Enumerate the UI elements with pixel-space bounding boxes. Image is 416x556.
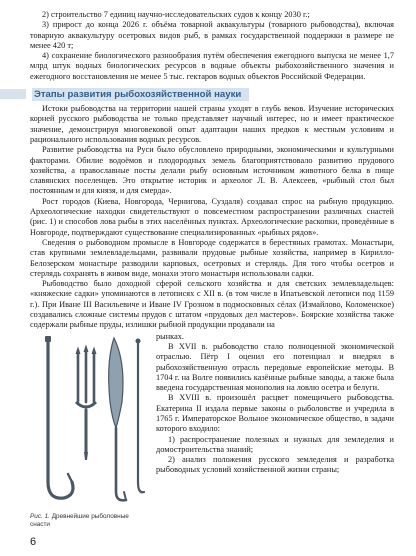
figure-caption: [30, 513, 150, 529]
paragraph: В XVII в. рыбоводство стало полноценной экономической отраслью. Пётр I оценил его потенциал и внедрял в рыбохозяйственную отрасль передовые европейские методы. В 1704 г. на Волге появились казённые рыбные заводы, а также была введена государственная монополия на ловлю осетра и белуги.: [156, 341, 394, 393]
paragraph: рынках.: [156, 331, 184, 341]
list-item: 4) сохранение биологического разнообразия путём обеспечения ежегодного выпуска не менее 1,7 млрд штук водных биологических ресурсов в водные объекты рыбохозяйственного значения и ежегодного восстановления не менее 5 тыс. гектаров водных объектов Российской Федерации.: [30, 51, 394, 81]
caption-label: Рис. 1.: [30, 512, 50, 520]
paragraph: Развитие рыбоводства на Руси было обусловлено природными, экономическими и культурными факторами. Обилие водоёмов и плодородных земель благоприятствовало развитию прудового хозяйства, а православные посты делали рыбу основным источником животного белка в пище славянских поселенцев. Это открытие историк и археолог Л. В. Алексеев, «рыбный стол был постоянным и для князя, и для смерда».: [30, 145, 394, 196]
list-item: 2) строительство 7 единиц научно-исследовательских судов к концу 2030 г.;: [42, 10, 310, 19]
right-column-text: [156, 332, 394, 529]
caption-text: Древнейшие рыболовные снасти: [30, 512, 129, 528]
harpoon-blade: [109, 338, 126, 500]
paragraph: Рост городов (Киева, Новгорода, Чернигова, Суздаля) создавал спрос на рыбную продукцию. Археологические находки свидетельствуют о повсеместном распространении различных снастей (рис. 1) и способов лова рыбы в этих населённых пунктах. Археологические раскопки, проведённые в Новгороде, подтверждают существование специализированных «рыбных рядов».: [30, 196, 394, 237]
fish-spear: [76, 346, 96, 460]
fishing-hook-small: [136, 338, 145, 492]
paragraph: 1) распространение полезных и нужных для земледелия и домостроительства знаний;: [156, 434, 394, 454]
list-item: 3) прирост до конца 2026 г. объёма товарной аквакультуры (товарного рыбоводства), включая товарную аквакультуру осетровых видов рыб, в рамках государственной поддержки в размере не менее 420 т;: [30, 20, 394, 50]
paragraph: Истоки рыбоводства на территории нашей страны уходят в глубь веков. Изучение исторических корней русского рыбоводства не только представляет научный интерес, но и имеет практическое значение, демонстрируя многовековой опыт адаптации наших предков к местным условиям и рационального использования водных ресурсов.: [30, 104, 394, 144]
goals-list: [30, 10, 394, 82]
paragraph: Сведения о рыбоводном промысле в Новгороде содержатся в берестяных грамотах. Монастыри, став крупными землевладельцами, развивали прудовые рыбные хозяйства, например в Кирилло-Белозерском монастыре разводили карповых, осетровых и стерлядь. Для того чтобы осетров и стерлядь сохранять в живом виде, монахи этого монастыря использовали садки.: [30, 237, 394, 278]
paragraph: Рыбоводство было доходной сферой сельского хозяйства и для светских землевладельцев: «княжеские садки» упоминаются в летописях с XII в. (в том числе в Ипатьевской летописи под 1159 г.). При Иване III Васильевиче и Иване IV Грозном в подмосковных сёлах (Измайлово, Коломенское) создавались сложные системы прудов с штатом «прудовых дел мастеров». Боярские хозяйства также содержали рыбные пруды, излишки рыбной продукции продавали на: [30, 279, 394, 330]
body-text: [30, 104, 394, 331]
fishing-tools-figure: [30, 332, 150, 529]
section-title: Этапы развития рыбохозяйственной науки: [32, 88, 249, 101]
heading-accent-bar: [0, 89, 26, 99]
figure-and-text: [30, 332, 394, 529]
ancient-fishing-tools-image: [30, 332, 150, 510]
section-heading: [0, 87, 394, 101]
paragraph: 2) анализ положения русского земледелия и разработка рыбоводных условий хозяйственной жизни страны;: [156, 455, 394, 475]
paragraph: В XVIII в. произошёл расцвет помещичьего рыбоводства. Екатерина II издала первые законы о рыболовстве и учредила в 1765 г. Императорское Вольное экономическое общество, в задачи которого входило:: [156, 393, 394, 434]
page-number: 6: [30, 536, 37, 548]
fishing-hook-large: [45, 336, 73, 498]
